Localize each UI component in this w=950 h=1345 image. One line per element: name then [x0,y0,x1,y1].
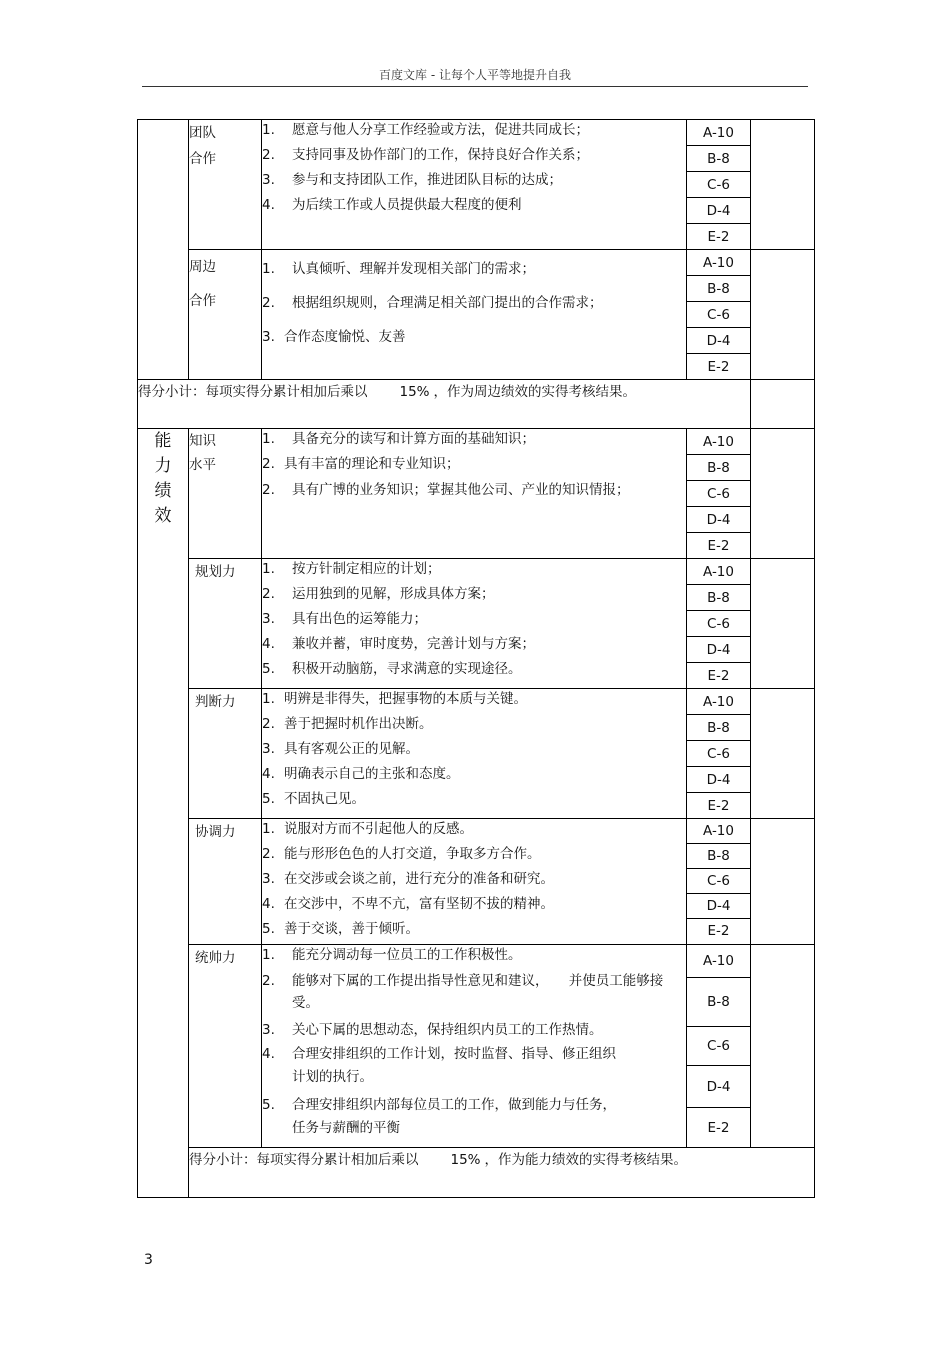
grade-a: A-10 [703,563,734,580]
list-item: 3. 关心下属的思想动态，保持组织内员工的工作热情。 [262,1022,603,1038]
list-item: 1. 认真倾听、理解并发现相关部门的需求； [262,261,535,277]
grade-column-knowledge [687,429,751,559]
score-cell-subtotal-peripheral [751,380,815,429]
list-item: 2. 具有广博的业务知识；掌握其他公司、产业的知识情报； [262,482,630,498]
grade-column-leadership [687,945,751,1148]
grade-e: E-2 [687,792,750,818]
grade-c: C-6 [687,740,750,766]
list-item: 2. 能与形形色色的人打交道，争取多方合作。 [262,846,541,862]
score-cell-peripheral [751,250,815,380]
category-label-knowledge: 知识水平 [189,429,262,559]
list-item: 3. 具有客观公正的见解。 [262,741,419,757]
list-item: 4. 兼收并蓄，审时度势，完善计划与方案； [262,636,535,652]
subtotal-peripheral: 得分小计：每项实得分累计相加后乘以 15% ，作为周边绩效的实得考核结果。 [138,380,751,429]
grade-e: E-2 [687,662,750,688]
grade-b: B-8 [687,843,750,868]
row-peripheral-cooperation [138,250,815,380]
grade-a: A-10 [703,124,734,141]
grade-d: D-4 [687,327,750,353]
category-label-leadership: 统帅力 [189,945,262,1148]
grade-d: D-4 [687,197,750,223]
grade-e: E-2 [687,532,750,558]
list-item: 5. 善于交谈，善于倾听。 [262,921,419,937]
row-planning [138,559,815,689]
list-item: 1. 能充分调动每一位员工的工作积极性。 [262,947,522,963]
grade-e: E-2 [687,918,750,943]
grade-d: D-4 [687,506,750,532]
criteria-planning [262,559,687,689]
category-label-judgment: 判断力 [189,689,262,819]
empty-outer-cell [138,120,189,380]
score-cell-knowledge [751,429,815,559]
row-judgment [138,689,815,819]
list-item: 3. 合作态度愉悦、友善 [262,329,406,345]
list-item: 4. 合理安排组织的工作计划，按时监督、指导、修正组织计划的执行。 [262,1046,616,1085]
grade-d: D-4 [687,893,750,918]
list-item: 2. 能够对下属的工作提出指导性意见和建议， 并使员工能够接受。 [262,973,664,1011]
page-number: 3 [144,1252,153,1268]
list-item: 3. 参与和支持团队工作，推进团队目标的达成； [262,172,562,188]
row-knowledge [138,429,815,559]
grade-c: C-6 [687,480,750,506]
grade-a: A-10 [703,823,734,839]
grade-b: B-8 [687,145,750,171]
grade-a: A-10 [703,953,734,969]
grade-b: B-8 [687,454,750,480]
grade-column-judgment [687,689,751,819]
grade-b: B-8 [687,977,750,1026]
grade-d: D-4 [687,636,750,662]
grade-e: E-2 [687,353,750,379]
row-subtotal-peripheral [138,380,815,429]
list-item: 1. 明辨是非得失，把握事物的本质与关键。 [262,691,527,707]
criteria-peripheral [262,250,687,380]
list-item: 1. 具备充分的读写和计算方面的基础知识； [262,431,535,447]
criteria-coordination [262,819,687,945]
list-item: 2. 具有丰富的理论和专业知识； [262,456,460,472]
score-cell-team [751,120,815,250]
list-item: 4. 在交涉中，不卑不亢，富有坚韧不拔的精神。 [262,896,554,912]
header-rule [142,86,808,87]
grade-d: D-4 [687,766,750,792]
list-item: 5. 不固执己见。 [262,791,365,807]
list-item: 1. 按方针制定相应的计划； [262,561,441,577]
grade-e: E-2 [687,223,750,249]
list-item: 3. 具有出色的运筹能力； [262,611,427,627]
list-item: 1. 说服对方而不引起他人的反感。 [262,821,473,837]
score-cell-planning [751,559,815,689]
grade-b: B-8 [687,584,750,610]
score-cell-leadership [751,945,815,1148]
score-cell-judgment [751,689,815,819]
list-item: 5. 合理安排组织内部每位员工的工作，做到能力与任务，任务与薪酬的平衡 [262,1097,616,1136]
grade-column-planning [687,559,751,689]
ability-performance-label: 能力绩效 [138,429,189,1198]
grade-a: A-10 [703,433,734,450]
grade-column-coordination [687,819,751,945]
grade-c: C-6 [687,301,750,327]
grade-a: A-10 [703,693,734,710]
list-item: 2. 善于把握时机作出决断。 [262,716,433,732]
grade-c: C-6 [687,610,750,636]
page-header: 百度文库 - 让每个人平等地提升自我 [379,68,571,82]
list-item: 2. 支持同事及协作部门的工作，保持良好合作关系； [262,147,589,163]
row-team-cooperation [138,120,815,250]
category-label-coordination: 协调力 [189,819,262,945]
criteria-judgment [262,689,687,819]
criteria-knowledge [262,429,687,559]
grade-c: C-6 [687,1026,750,1065]
criteria-team [262,120,687,250]
grade-a: A-10 [703,254,734,271]
row-coordination [138,819,815,945]
list-item: 5. 积极开动脑筋，寻求满意的实现途径。 [262,661,522,677]
criteria-leadership [262,945,687,1148]
grade-b: B-8 [687,275,750,301]
row-leadership [138,945,815,1148]
grade-e: E-2 [687,1107,750,1147]
row-subtotal-ability [138,1148,815,1198]
category-label-peripheral: 周边 合作 [189,250,262,380]
subtotal-ability: 得分小计：每项实得分累计相加后乘以 15% ，作为能力绩效的实得考核结果。 [189,1148,815,1198]
grade-c: C-6 [687,171,750,197]
list-item: 2. 运用独到的见解，形成具体方案； [262,586,495,602]
list-item: 4. 为后续工作或人员提供最大程度的便利 [262,197,522,213]
category-label-team: 团队合作 [189,120,262,250]
grade-column-team [687,120,751,250]
grade-d: D-4 [687,1065,750,1107]
grade-c: C-6 [687,868,750,893]
list-item: 1. 愿意与他人分享工作经验或方法，促进共同成长； [262,122,589,138]
list-item: 3. 在交涉或会谈之前，进行充分的准备和研究。 [262,871,554,887]
list-item: 4. 明确表示自己的主张和态度。 [262,766,460,782]
category-label-planning: 规划力 [189,559,262,689]
grade-b: B-8 [687,714,750,740]
grade-column-peripheral [687,250,751,380]
evaluation-table [137,119,815,1198]
score-cell-coordination [751,819,815,945]
list-item: 2. 根据组织规则，合理满足相关部门提出的合作需求； [262,295,603,311]
